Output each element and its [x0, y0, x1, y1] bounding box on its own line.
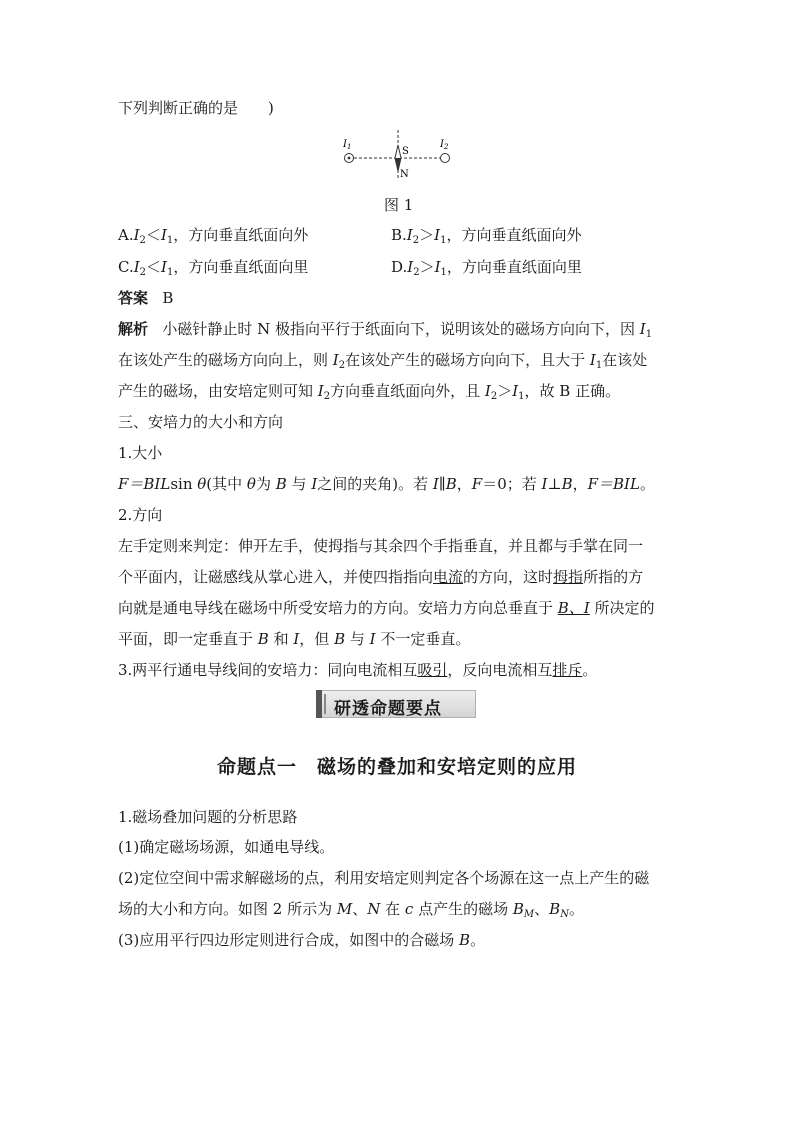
topic-paragraph-1: (1)确定磁场场源，如通电导线。	[118, 838, 335, 856]
figure-1-diagram	[330, 127, 470, 183]
analysis-label: 解析	[118, 320, 149, 338]
topic-paragraph-3: (3)应用平行四边形定则进行合成，如图中的合磁场 B。	[118, 931, 486, 949]
topic-paragraph-2-line-2: 场的大小和方向。如图 2 所示为 M、N 在 c 点产生的磁场 $B_M$、$B_N$。	[118, 900, 584, 920]
option-b: $B.I_2>I_1$，方向垂直纸面向外	[391, 226, 582, 246]
topic-title: 命题点一 磁场的叠加和安培定则的应用	[216, 756, 577, 778]
section3-sub3: 3.两平行通电导线间的安培力：同向电流相互吸引，反向电流相互排斥。	[118, 661, 598, 679]
wire-i1-dot	[348, 157, 351, 160]
option-a: $A.I_2<I_1$，方向垂直纸面向外	[118, 226, 309, 246]
banner-bar-decoration	[316, 690, 322, 718]
banner-bar-decoration-thin	[324, 694, 326, 714]
analysis-line-3: 产生的磁场，由安培定则可知 $I_2$方向垂直纸面向外，且 $I_2>I_1$，故 B 正确。	[118, 382, 621, 402]
wire-i2-icon	[441, 154, 450, 163]
figure-1-caption: 图 1	[384, 196, 414, 214]
option-c: $C.I_2<I_1$，方向垂直纸面向里	[118, 258, 309, 278]
label-i2: $I_2$	[440, 139, 449, 151]
section3-sub2: 2.方向	[118, 506, 163, 524]
answer-value: B	[162, 289, 174, 307]
section3-heading: 三、安培力的大小和方向	[118, 413, 284, 431]
topic-item-1: 1.磁场叠加问题的分析思路	[118, 808, 298, 826]
section3-sub1: 1.大小	[118, 444, 163, 462]
analysis-line-2: 在该处产生的磁场方向向上，则 $I_2$在该处产生的磁场方向向下，且大于 $I_1$在该处	[118, 351, 648, 371]
answer-line	[118, 288, 173, 308]
answer-label: 答案	[118, 289, 149, 307]
direction-line-4: 平面，即一定垂直于 B 和 I，但 B 与 I 不一定垂直。	[118, 630, 471, 648]
analysis-line-1: 解析 小磁针静止时 N 极指向平行于纸面向下，说明该处的磁场方向向下，因 $I_1$	[118, 320, 653, 340]
direction-line-1: 左手定则来判定：伸开左手，使拇指与其余四个手指垂直，并且都与手掌在同一	[118, 537, 644, 555]
label-n: N	[400, 169, 409, 180]
banner-text: 研透命题要点	[334, 699, 442, 719]
section3-formula: F＝BILsin θ(其中 θ为 B 与 I之间的夹角)。若 I∥B，F＝0；若 I⊥B，F＝BIL。	[118, 475, 655, 493]
label-s: S	[402, 146, 409, 157]
question-stem: 下列判断正确的是 )	[118, 99, 274, 117]
label-i1: $I_1$	[343, 139, 352, 151]
direction-line-2: 个平面内，让磁感线从掌心进入，并使四指指向电流的方向，这时拇指所指的方	[118, 568, 644, 586]
direction-line-3: 向就是通电导线在磁场中所受安培力的方向。安培力方向总垂直于 B、I 所决定的	[118, 599, 655, 617]
section-banner	[316, 690, 476, 718]
topic-paragraph-2-line-1: (2)定位空间中需求解磁场的点，利用安培定则判定各个场源在这一点上产生的磁	[118, 869, 650, 887]
option-d: $D.I_2>I_1$，方向垂直纸面向里	[391, 258, 582, 278]
